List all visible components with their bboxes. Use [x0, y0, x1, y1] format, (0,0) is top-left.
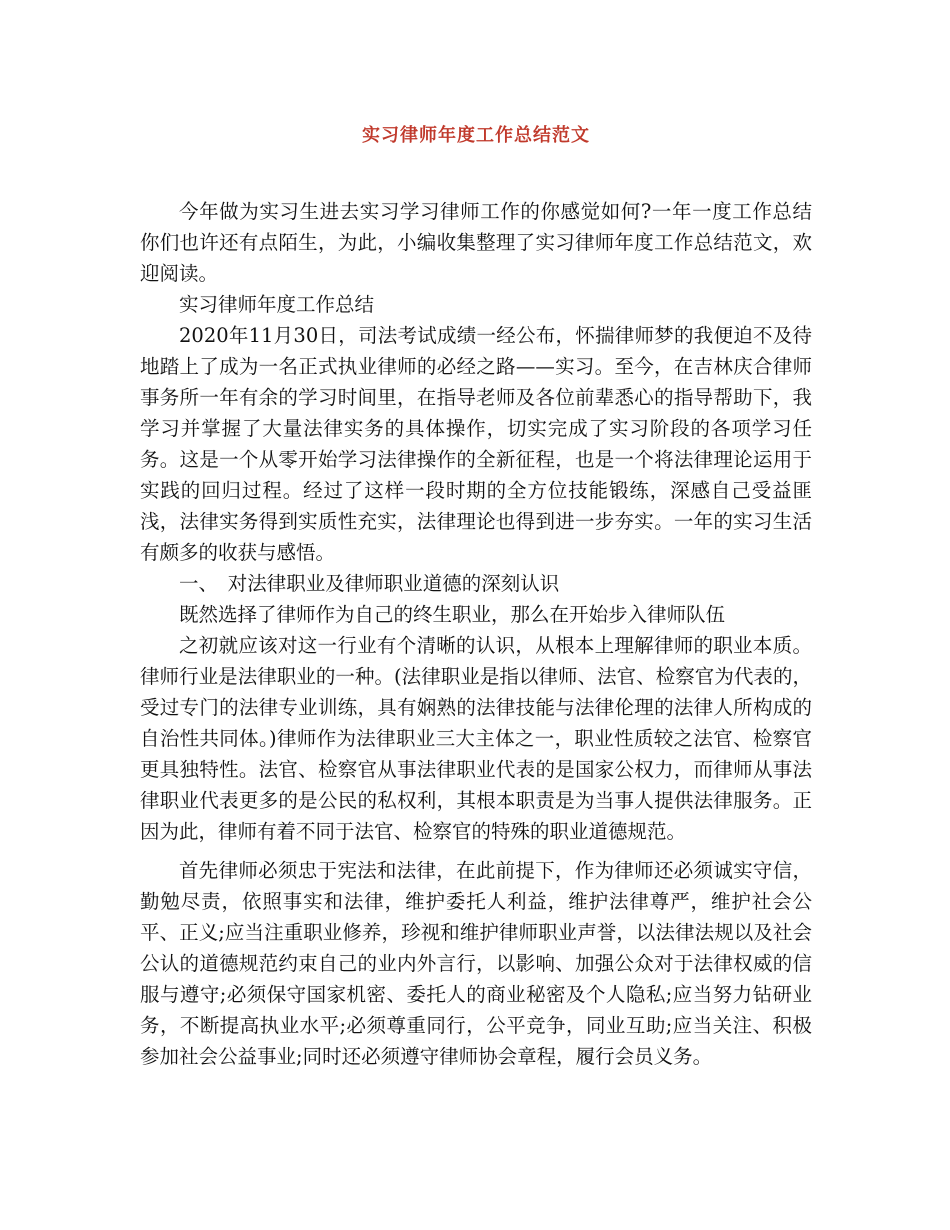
- paragraph-intro: 今年做为实习生进去实习学习律师工作的你感觉如何?一年一度工作总结你们也许还有点陌生，为此，小编收集整理了实习律师年度工作总结范文，欢迎阅读。: [140, 200, 812, 285]
- paragraph-ethics: 首先律师必须忠于宪法和法律，在此前提下，作为律师还必须诚实守信，勤勉尽责，依照事实和法律，维护委托人利益，维护法律尊严，维护社会公平、正义;应当注重职业修养，珍视和维护律师职业声誉，以法律法规以及社会公认的道德规范约束自己的业内外言行，以影响、加强公众对于法律权威的信服与遵守;必须保守国家机密、委托人的商业秘密及个人隐私;应当努力钻研业务，不断提高执业水平;必须尊重同行，公平竞争，同业互助;应当关注、积极参加社会公益事业;同时还必须遵守律师协会章程，履行会员义务。: [140, 859, 812, 1068]
- paragraph-career-choice: 既然选择了律师作为自己的终生职业，那么在开始步入律师队伍: [179, 603, 726, 626]
- paragraph-subheading: 实习律师年度工作总结: [179, 293, 375, 316]
- paragraph-internship-overview: 2020年11月30日，司法考试成绩一经公布，怀揣律师梦的我便迫不及待地踏上了成为一名正式执业律师的必经之路——实习。至今，在吉林庆合律师事务所一年有余的学习时间里，在指导老师及各位前辈悉心的指导帮助下，我学习并掌握了大量法律实务的具体操作，切实完成了实习阶段的各项学习任务。这是一个从零开始学习法律操作的全新征程，也是一个将法律理论运用于实践的回归过程。经过了这样一段时期的全方位技能锻练，深感自己受益匪浅，法律实务得到实质性充实，法律理论也得到进一步夯实。一年的实习生活有颇多的收获与感悟。: [140, 324, 812, 564]
- document-title: 实习律师年度工作总结范文: [362, 125, 590, 146]
- document-body: [140, 196, 812, 1072]
- paragraph-legal-profession: 之初就应该对这一行业有个清晰的认识，从根本上理解律师的职业本质。律师行业是法律职业的一种。(法律职业是指以律师、法官、检察官为代表的，受过专门的法律专业训练，具有娴熟的法律技能与法律伦理的法律人所构成的自治性共同体。)律师作为法律职业三大主体之一，职业性质较之法官、检察官更具独特性。法官、检察官从事法律职业代表的是国家公权力，而律师从事法律职业代表更多的是公民的私权利，其根本职责是为当事人提供法律服务。正因为此，律师有着不同于法官、检察官的特殊的职业道德规范。: [140, 634, 812, 843]
- paragraph-section-heading-1: 一、 对法律职业及律师职业道德的深刻认识: [179, 572, 560, 595]
